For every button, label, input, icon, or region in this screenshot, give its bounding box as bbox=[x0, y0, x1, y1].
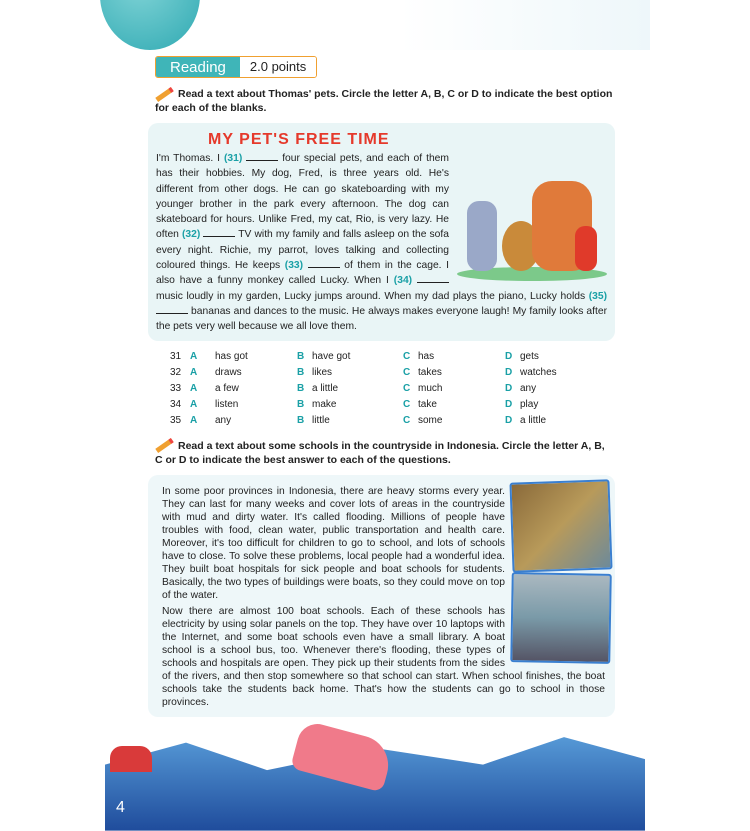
option-letter-d[interactable]: D bbox=[505, 366, 513, 378]
option-letter-d[interactable]: D bbox=[505, 350, 513, 362]
question-row bbox=[170, 413, 615, 429]
option-b[interactable]: likes bbox=[312, 366, 333, 378]
paragraph-2: Now there are almost 100 boat schools. Each of these schools has electricity by using solar panels on the top. They have over 10 laptops with the Internet, and some boat schools even have a small library. A boat school is a school bus, too. Whenever there's flooding, these types of schools and hospitals are open. They pick up their students from the sides of the rivers, and then stop somewhere so that school can start. When school finishes, the boat schools take the students back home. That's how the students can go to school in those provinces. bbox=[162, 605, 605, 708]
option-letter-b[interactable]: B bbox=[297, 382, 305, 394]
parrot-image bbox=[575, 226, 597, 271]
option-c[interactable]: much bbox=[418, 382, 443, 394]
option-letter-c[interactable]: C bbox=[403, 350, 411, 362]
flood-aerial-photo bbox=[509, 479, 612, 572]
mailbox-illustration bbox=[110, 746, 152, 772]
option-d[interactable]: a little bbox=[520, 414, 547, 426]
option-d[interactable]: any bbox=[520, 382, 537, 394]
page-content bbox=[148, 0, 615, 717]
option-letter-c[interactable]: C bbox=[403, 414, 411, 426]
instruction-text: Read a text about Thomas' pets. Circle the letter A, B, C or D to indicate the best option for each of the blanks. bbox=[155, 88, 613, 114]
question-number: 31 bbox=[170, 350, 182, 362]
option-d[interactable]: play bbox=[520, 398, 539, 410]
option-c[interactable]: takes bbox=[418, 366, 442, 378]
answer-options bbox=[170, 349, 615, 429]
option-b[interactable]: make bbox=[312, 398, 337, 410]
pet-text-card bbox=[148, 123, 615, 341]
option-letter-b[interactable]: B bbox=[297, 350, 305, 362]
story-text: I'm Thomas. I (31) four special pets, and each of them has their hobbies. My dog, Fred, is three years old. He's different from other dogs. He can go skateboarding with my younger brother in the park every afternoon. The dog can skateboard for hours. Unlike Fred, my cat, Rio, is very lazy. He often (32) TV with my family and falls asleep on the sofa every night. Richie, my parrot, loves talking and collecting coloured things. He keeps (33) of them in the cage. I also have a funny monkey called Lucky. When I (34) music loudly in my garden, Lucky jumps around. When my dad plays the piano, Lucky holds (35) bananas and dances to the music. He always makes everyone laugh! My family looks after the pets very well because we all love them. bbox=[156, 153, 607, 333]
instruction-text: Read a text about some schools in the countryside in Indonesia. Circle the letter A, B, C or D to indicate the best answer to each of the questions. bbox=[155, 439, 605, 466]
question-number: 33 bbox=[170, 382, 182, 394]
option-letter-c[interactable]: C bbox=[403, 366, 411, 378]
page-number: 4 bbox=[116, 798, 125, 816]
option-a[interactable]: any bbox=[215, 414, 232, 426]
points-label: 2.0 points bbox=[240, 57, 316, 77]
article-text bbox=[162, 485, 605, 709]
story-title: MY PET'S FREE TIME bbox=[208, 131, 390, 148]
paragraph-1: In some poor provinces in Indonesia, there are heavy storms every year. They can last for many weeks and cover lots of areas in the countryside with mud and dirty water. It's called flooding. Millions of people have troubles with food, clean water, public transportation and health care. Moreover, it's too difficult for children to go to school, and lots of schools have to close. To solve these problems, local people had a wonderful idea. They built boat hospitals for sick people and boat schools for students. Basically, the two types of buildings were boats, so they could move on top of the water. bbox=[162, 485, 505, 601]
question-row bbox=[170, 349, 615, 365]
option-letter-a[interactable]: A bbox=[190, 350, 198, 362]
option-letter-a[interactable]: A bbox=[190, 366, 198, 378]
question-row bbox=[170, 381, 615, 397]
option-letter-c[interactable]: C bbox=[403, 382, 411, 394]
option-b[interactable]: a little bbox=[312, 382, 339, 394]
option-letter-b[interactable]: B bbox=[297, 398, 305, 410]
pets-illustration bbox=[457, 171, 607, 281]
option-letter-d[interactable]: D bbox=[505, 398, 513, 410]
question-row bbox=[170, 365, 615, 381]
boat-school-photo bbox=[510, 572, 612, 664]
option-b[interactable]: little bbox=[312, 414, 330, 426]
option-c[interactable]: some bbox=[418, 414, 443, 426]
option-letter-a[interactable]: A bbox=[190, 398, 198, 410]
question-number: 35 bbox=[170, 414, 182, 426]
option-letter-a[interactable]: A bbox=[190, 382, 198, 394]
option-letter-b[interactable]: B bbox=[297, 366, 305, 378]
option-c[interactable]: take bbox=[418, 398, 437, 410]
option-c[interactable]: has bbox=[418, 350, 435, 362]
option-a[interactable]: draws bbox=[215, 366, 242, 378]
option-d[interactable]: watches bbox=[520, 366, 557, 378]
option-d[interactable]: gets bbox=[520, 350, 539, 362]
cat-image bbox=[467, 201, 497, 271]
question-row bbox=[170, 397, 615, 413]
question-number: 34 bbox=[170, 398, 182, 410]
option-letter-d[interactable]: D bbox=[505, 382, 513, 394]
option-a[interactable]: a few bbox=[215, 382, 239, 394]
option-b[interactable]: have got bbox=[312, 350, 351, 362]
bottom-illustration bbox=[105, 721, 645, 831]
task2-instruction bbox=[155, 439, 615, 467]
option-letter-b[interactable]: B bbox=[297, 414, 305, 426]
section-badge bbox=[155, 56, 317, 78]
option-letter-a[interactable]: A bbox=[190, 414, 198, 426]
option-a[interactable]: has got bbox=[215, 350, 248, 362]
option-a[interactable]: listen bbox=[215, 398, 239, 410]
photos bbox=[511, 481, 611, 661]
question-number: 32 bbox=[170, 366, 182, 378]
pencil-icon bbox=[155, 87, 173, 102]
option-letter-d[interactable]: D bbox=[505, 414, 513, 426]
option-letter-c[interactable]: C bbox=[403, 398, 411, 410]
indonesia-text-card bbox=[148, 475, 615, 717]
task1-instruction bbox=[155, 87, 615, 115]
pencil-icon bbox=[155, 438, 173, 453]
section-label: Reading bbox=[156, 57, 240, 77]
